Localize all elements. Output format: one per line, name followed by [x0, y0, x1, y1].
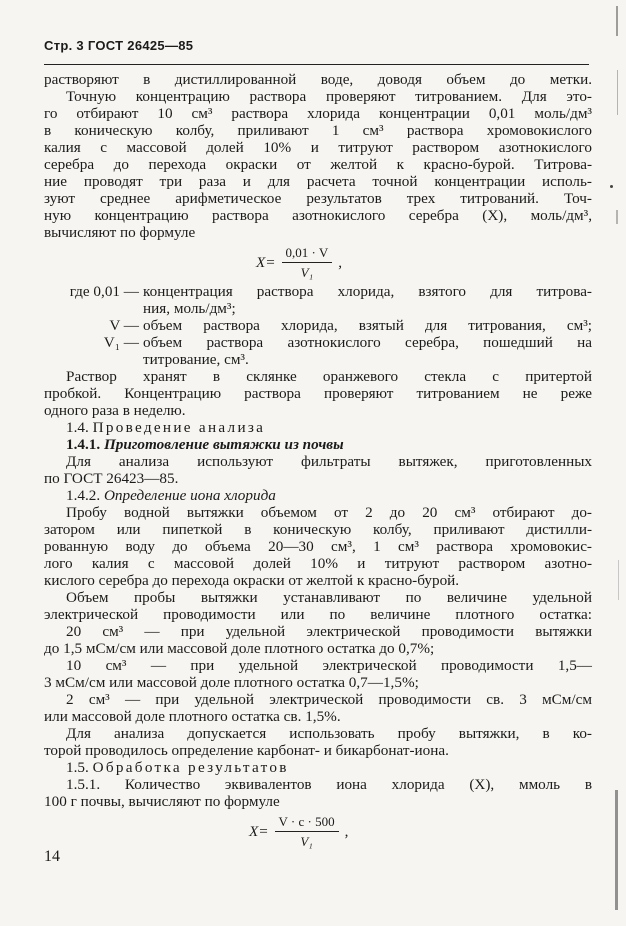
text-line: серебра до перехода окраски от желтой к красно-бурой. Титрова- [44, 156, 592, 173]
scan-speck [610, 185, 613, 188]
formula-lhs: X= [249, 822, 269, 840]
text-line: 1.5.1. Количество эквивалентов иона хлорида (X), ммоль в [66, 776, 592, 793]
section-number: 1.4.2. [66, 487, 101, 504]
text-line: калия с массовой долей 10% и титруют раствором азотнокислого [44, 139, 592, 156]
formula-chloride [44, 813, 592, 849]
section-number: 1.4.1. [66, 436, 101, 453]
text-line: 10 см³ — при удельной электрической проводимости 1,5— [66, 657, 592, 674]
text-line: ную концентрацию раствора азотнокислого серебра (X), моль/дм³, [44, 207, 592, 224]
formula-silver-nitrate [44, 244, 592, 280]
text-line: одного раза в неделю. [44, 402, 186, 419]
definition-text: концентрация раствора хлорида, взятого для титрова- [143, 283, 592, 300]
formula-fraction [282, 244, 333, 281]
section-heading-1-4 [44, 419, 592, 436]
definition-symbol: V — [109, 317, 139, 334]
text-line: Пробу водной вытяжки объемом от 2 до 20 см³ отбирают до- [66, 504, 592, 521]
definition-row [44, 283, 592, 317]
text-line: электрической проводимости или по величине плотного остатка: [44, 606, 592, 623]
page-header: Стр. 3 ГОСТ 26425—85 [44, 38, 194, 53]
formula-numerator: V · c · 500 [275, 813, 339, 832]
text-line: 100 г почвы, вычисляют по формуле [44, 793, 280, 810]
section-title: Определение иона хлорида [103, 487, 276, 504]
paragraph-titration [44, 71, 592, 241]
volume-item [44, 623, 592, 657]
page-number: 14 [44, 848, 60, 865]
text-line: до 1,5 мСм/см или массовой доле плотного остатка до 0,7%; [44, 640, 435, 657]
definition-symbol: где 0,01 — [69, 283, 139, 300]
formula-lhs: X= [256, 253, 276, 271]
text-line: вычисляют по формуле [44, 224, 196, 241]
text-line: лого калия с массовой долей 10% и титруют раствором азотно- [44, 555, 592, 572]
text-line: затором или пипеткой в коническую колбу, приливают дистилли- [44, 521, 592, 538]
text-line: Для анализа используют фильтраты вытяжек, приготовленных [66, 453, 592, 470]
text-line: растворяют в дистиллированной воде, доводя объем до метки. [44, 71, 592, 88]
paragraph-results [44, 776, 592, 810]
definition-row [44, 317, 592, 334]
paragraph-extract [44, 453, 592, 487]
definition-row [44, 334, 592, 368]
formula-denominator: V₁ [300, 264, 314, 280]
section-title: Проведение анализа [92, 419, 266, 436]
scan-edge-noise [604, 0, 624, 926]
text-line: Объем пробы вытяжки устанавливают по величине удельной [66, 589, 592, 606]
text-line: Точную концентрацию раствора проверяют титрованием. Для это- [66, 88, 592, 105]
section-heading-1-4-2 [44, 487, 592, 504]
paragraph-chloride [44, 504, 592, 589]
formula-fraction [275, 813, 339, 850]
section-title: Обработка результатов [92, 759, 289, 776]
formula-suffix: , [338, 253, 343, 271]
definition-text: ния, моль/дм³; [143, 300, 236, 317]
section-heading-1-5 [44, 759, 592, 776]
volume-item [44, 657, 592, 691]
definition-text: объем раствора хлорида, взятый для титрования, см³; [143, 317, 592, 334]
text-line: го отбирают 10 см³ раствора хлорида концентрации 0,01 моль/дм³ [44, 105, 592, 122]
volume-item [44, 691, 592, 725]
paragraph-volume [44, 589, 592, 623]
body-text [44, 71, 592, 852]
text-line: Для анализа допускается использовать пробу вытяжки, в ко- [66, 725, 592, 742]
section-title: Приготовление вытяжки из почвы [103, 436, 344, 453]
section-number: 1.4. [66, 419, 89, 436]
text-line: зуют среднее арифметическое результатов трех титрований. Точ- [44, 190, 592, 207]
definition-symbol: V₁ — [103, 334, 139, 351]
text-line: ние проводят три раза и для расчета точной концентрации исполь- [44, 173, 592, 190]
definition-text: объем раствора азотнокислого серебра, пошедший на [143, 334, 592, 351]
text-line: 2 см³ — при удельной электрической проводимости св. 3 мСм/см [66, 691, 592, 708]
text-line: в коническую колбу, приливают 1 см³ раствора хромовокислого [44, 122, 592, 139]
section-number: 1.5. [66, 759, 89, 776]
formula-denominator: V₁ [300, 833, 313, 849]
text-line: пробкой. Концентрацию раствора проверяют титрованием не реже [44, 385, 592, 402]
paragraph-storage [44, 368, 592, 419]
text-line: торой проводилось определение карбонат- и бикарбонат-иона. [44, 742, 449, 759]
text-line: рованную воду до объема 20—30 см³, 1 см³ раствора хромовокис- [44, 538, 592, 555]
text-line: Раствор хранят в склянке оранжевого стекла с притертой [66, 368, 592, 385]
text-line: 20 см³ — при удельной электрической проводимости вытяжки [66, 623, 592, 640]
definitions [44, 283, 592, 368]
text-line: или массовой доле плотного остатка св. 1,5%. [44, 708, 341, 725]
text-line: кислого серебра до перехода окраски от желтой к красно-бурой. [44, 572, 460, 589]
paragraph-allowed [44, 725, 592, 759]
header-rule [44, 64, 589, 65]
definition-text: титрование, см³. [143, 351, 249, 368]
text-line: 3 мСм/см или массовой доле плотного остатка 0,7—1,5%; [44, 674, 419, 691]
formula-numerator: 0,01 · V [282, 244, 333, 263]
formula-suffix: , [344, 822, 349, 840]
section-heading-1-4-1 [44, 436, 592, 453]
text-line: по ГОСТ 26423—85. [44, 470, 179, 487]
